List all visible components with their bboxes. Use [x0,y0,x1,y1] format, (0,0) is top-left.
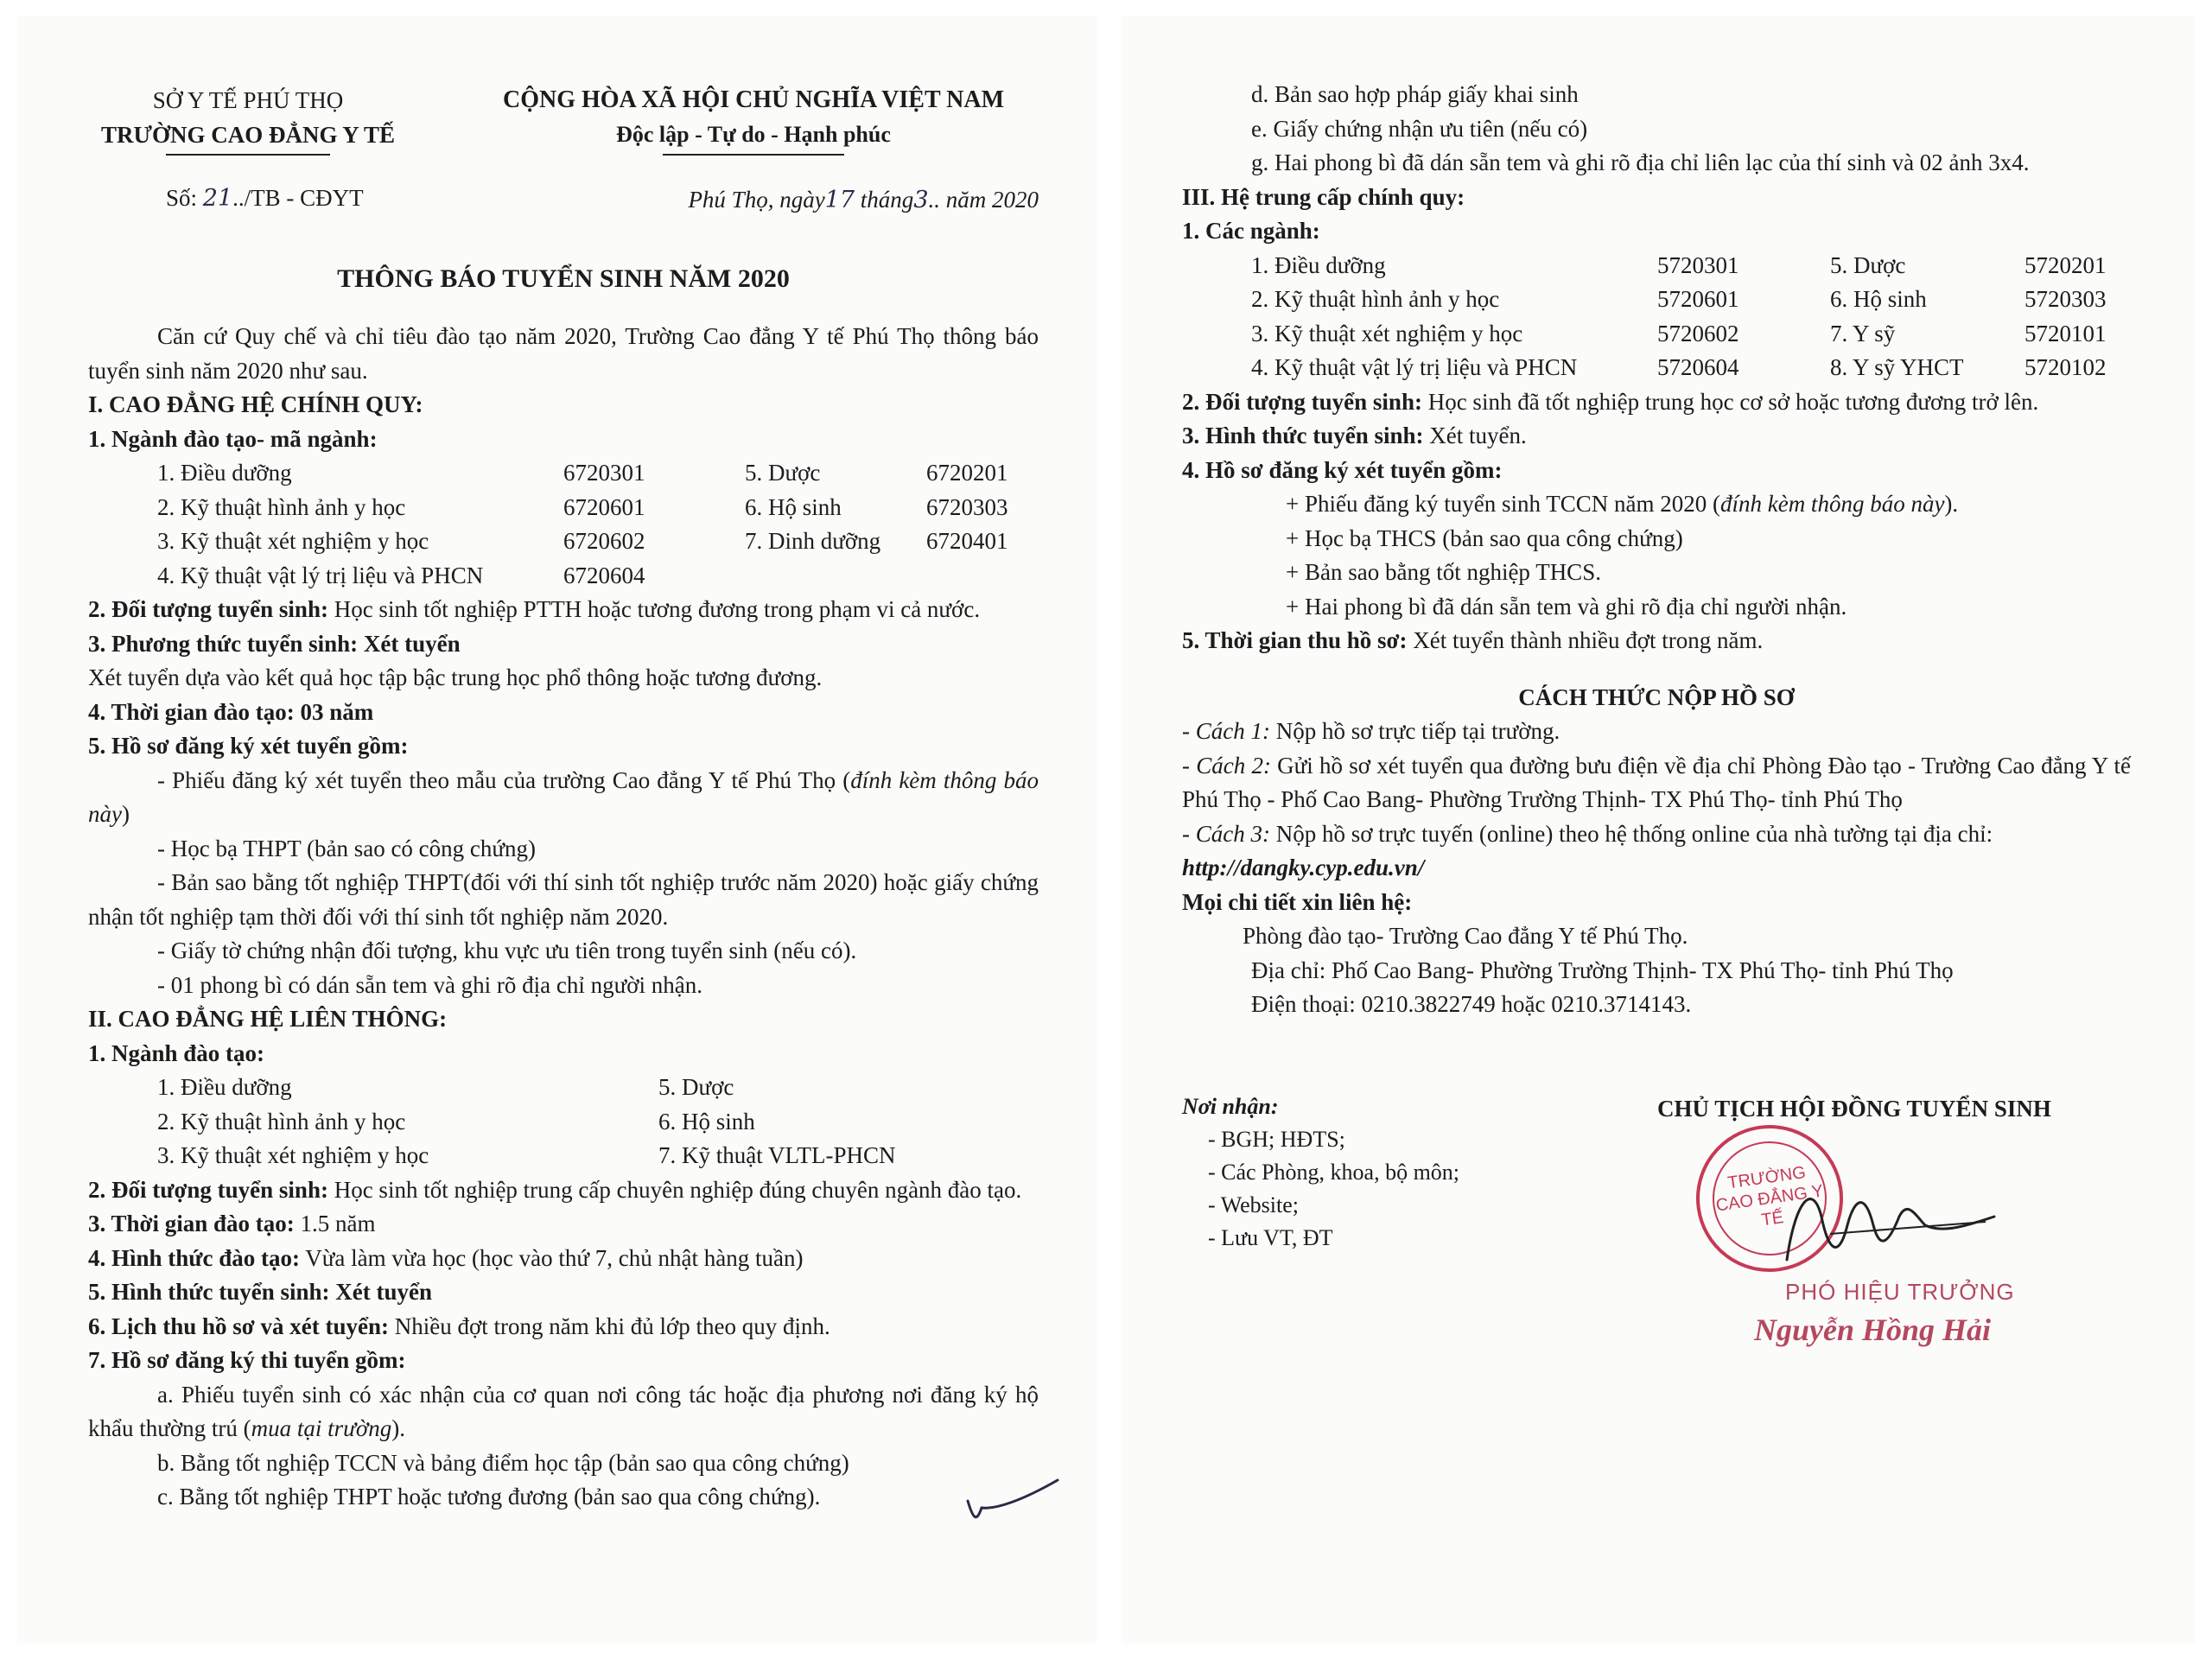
date-month-label: tháng [855,187,914,213]
method-label: - Cách 1: [1182,718,1270,744]
major-name: 6. Hộ sinh [658,1108,755,1135]
section-1-doc-1 [88,764,1039,832]
submission-method-3 [1182,817,2131,852]
date-day: 17 [824,187,855,213]
national-header [468,83,1039,156]
time-label: 5. Thời gian thu hồ sơ: [1182,627,1408,653]
section-3-doc-1 [1182,487,2131,522]
country-name: CỘNG HÒA XÃ HỘI CHỦ NGHĨA VIỆT NAM [502,86,1005,113]
date-month: 3 [913,187,929,213]
doc-text-end: ). [391,1415,406,1441]
major-name [745,559,926,594]
contact-office: Phòng đào tạo- Trường Cao đẳng Y tế Phú Thọ. [1243,923,1688,949]
target-label: 2. Đối tượng tuyển sinh: [88,596,328,622]
signature-scribble-icon [1778,1165,2003,1286]
document-header [88,83,1039,256]
section-3-heading: III. Hệ trung cấp chính quy: [1182,183,1465,210]
school-underline [166,154,330,156]
recipients-block [1182,1090,1459,1255]
method-label: - Cách 3: [1182,820,1270,847]
section-3-doc-4: + Hai phong bì đã dán sẵn tem và ghi rõ địa chỉ người nhận. [1286,593,1847,620]
contact-phone: Điện thoại: 0210.3822749 hoặc 0210.3714143. [1251,991,1692,1017]
national-motto: Độc lập - Tự do - Hạnh phúc [616,122,891,147]
doc-italic: mua tại trường [251,1415,392,1441]
number-handwritten: 21 [202,185,233,212]
section-1-doc-5: - 01 phong bì có dán sẵn tem và ghi rõ địa chỉ người nhận. [157,971,703,998]
major-code: 6720604 [563,562,645,588]
section-3-docs-heading: 4. Hồ sơ đăng ký xét tuyển gồm: [1182,456,1503,483]
major-name: 7. Kỹ thuật VLTL-PHCN [658,1142,896,1168]
section-2-doc-a [88,1378,1039,1446]
school-name: TRƯỜNG CAO ĐẲNG Y TẾ [100,122,396,148]
doc-text: + Phiếu đăng ký tuyển sinh TCCN năm 2020 ( [1286,491,1720,517]
time-text: Xét tuyển thành nhiều đợt trong năm. [1407,627,1764,653]
document-page-left [17,16,1097,1643]
major-name: 5. Dược [658,1074,734,1100]
recipient-item: - Lưu VT, ĐT [1208,1225,1333,1250]
section-3-majors-heading: 1. Các ngành: [1182,218,1320,244]
major-name: 6. Hộ sinh [745,493,842,520]
section-1-method-heading: 3. Phương thức tuyển sinh: Xét tuyển [88,630,461,657]
section-spacer [1182,658,2131,681]
doc-italic: đính kèm thông báo này [88,766,1039,827]
duration-text: 1.5 năm [294,1211,376,1236]
form-text: Xét tuyển. [1423,423,1527,448]
major-name: 4. Kỹ thuật vật lý trị liệu và PHCN [1251,354,1578,380]
section-2-doc-b: b. Bằng tốt nghiệp TCCN và bảng điểm học tập (bản sao qua công chứng) [157,1449,849,1476]
major-code: 5720301 [1657,251,1739,278]
recipient-item: - Website; [1208,1192,1300,1217]
submission-heading: CÁCH THỨC NỘP HỒ SƠ [1518,683,1795,710]
submission-method-2 [1182,749,2131,817]
document-number [166,185,364,212]
major-name: 2. Kỹ thuật hình ảnh y học [157,493,406,520]
stamp-text: TRƯỜNG CAO ĐẲNG Y TẾ [1705,1134,1834,1262]
doc-text: a. Phiếu tuyển sinh có xác nhận của cơ quan nơi công tác hoặc địa phương nơi đăng ký hộ khẩu thường trú ( [88,1381,1039,1441]
major-code: 5720604 [1657,354,1739,380]
number-prefix: Số: [166,185,203,211]
major-code: 5720102 [2024,354,2107,380]
continued-doc-g: g. Hai phong bì đã dán sẵn tem và ghi rõ địa chỉ liên lạc của thí sinh và 02 ảnh 3x4. [1251,149,2030,175]
major-name: 5. Dược [745,460,821,486]
major-code: 6720602 [563,528,645,554]
major-code: 5720601 [1657,286,1739,312]
section-3-doc-3: + Bản sao bằng tốt nghiệp THCS. [1286,559,1601,585]
submission-method-1 [1182,715,2131,749]
major-code: 5720101 [2024,320,2107,346]
signature-title: CHỦ TỊCH HỘI ĐỒNG TUYỂN SINH [1657,1096,2051,1122]
major-code: 5720201 [2024,251,2107,278]
schedule-label: 6. Lịch thu hồ sơ và xét tuyển: [88,1313,389,1339]
signer-role: PHÓ HIỆU TRƯỞNG [1785,1279,2015,1305]
section-1-method-text: Xét tuyển dựa vào kết quả học tập bậc trung học phổ thông hoặc tương đương. [88,664,823,690]
document-page-right [1122,16,2195,1643]
method-text: Nộp hồ sơ trực tuyến (online) theo hệ thống online của nhà tường tại địa chỉ: [1269,820,1993,847]
registration-url: http://dangky.cyp.edu.vn/ [1182,855,1425,880]
number-suffix: ../TB - CĐYT [232,185,364,211]
section-2-majors-grid [88,1071,1039,1173]
target-text: Học sinh đã tốt nghiệp trung học cơ sở hoặc tương đương trở lên. [1421,388,2039,415]
contact-heading: Mọi chi tiết xin liên hệ: [1182,888,1413,915]
major-name: 5. Dược [1830,251,1906,278]
method-text: Gửi hồ sơ xét tuyển qua đường bưu điện về địa chỉ Phòng Đào tạo - Trường Cao đẳng Y tế Phú Thọ - Phố Cao Bang- Phường Trường Thịnh- TX Phú Thọ- tỉnh Phú Thọ [1182,752,2131,812]
section-2-duration [88,1207,1039,1242]
target-text: Học sinh tốt nghiệp trung cấp chuyên nghiệp đúng chuyên ngành đào tạo. [327,1176,1022,1203]
major-name: 4. Kỹ thuật vật lý trị liệu và PHCN [157,562,484,588]
section-3-time [1182,624,2131,658]
section-2-docs-heading: 7. Hồ sơ đăng ký thi tuyển gồm: [88,1347,406,1373]
major-name: 6. Hộ sinh [1830,286,1927,312]
major-code: 6720401 [926,528,1008,554]
section-3-target [1182,385,2131,420]
target-label: 2. Đối tượng tuyển sinh: [88,1176,328,1203]
major-code [926,559,1099,594]
section-2-target [88,1173,1039,1208]
section-1-doc-3: - Bản sao bằng tốt nghiệp THPT(đối với thí sinh tốt nghiệp trước năm 2020) hoặc giấy chứng nhận tốt nghiệp tạm thời đối với thí sinh tốt nghiệp năm 2020. [88,869,1039,930]
section-1-majors-grid [88,456,1039,593]
motto-underline [663,154,844,156]
section-1-majors-heading: 1. Ngành đào tạo- mã ngành: [88,425,378,452]
major-name: 2. Kỹ thuật hình ảnh y học [1251,286,1500,312]
section-1-duration: 4. Thời gian đào tạo: 03 năm [88,698,374,725]
form-text: Vừa làm vừa học (học vào thứ 7, chủ nhật hàng tuần) [299,1244,804,1271]
section-2-form [88,1242,1039,1276]
doc-text-end: ). [1944,491,1959,517]
section-1-doc-4: - Giấy tờ chứng nhận đối tượng, khu vực ưu tiên trong tuyển sinh (nếu có). [157,938,857,963]
doc-italic: đính kèm thông báo này [1719,491,1945,517]
section-1-heading: I. CAO ĐẲNG HỆ CHÍNH QUY: [88,391,423,417]
section-1-docs-heading: 5. Hồ sơ đăng ký xét tuyển gồm: [88,733,409,759]
signer-name: Nguyễn Hồng Hải [1754,1313,1992,1347]
section-3-form [1182,419,2131,454]
major-name: 3. Kỹ thuật xét nghiệm y học [157,1142,429,1168]
recipients-heading: Nơi nhận: [1182,1094,1279,1119]
recipient-item: - Các Phòng, khoa, bộ môn; [1208,1160,1460,1185]
major-name: 7. Y sỹ [1830,320,1896,346]
major-code: 6720601 [563,493,645,520]
initials-mark-icon [961,1475,1065,1527]
section-1-doc-2: - Học bạ THPT (bản sao có công chứng) [157,835,537,861]
section-3-majors-grid [1182,249,2131,385]
major-name: 7. Dinh dưỡng [745,528,881,554]
major-name: 3. Kỹ thuật xét nghiệm y học [1251,320,1523,346]
method-label: - Cách 2: [1182,752,1271,779]
doc-text: - Phiếu đăng ký xét tuyển theo mẫu của trường Cao đẳng Y tế Phú Thọ ( [157,766,851,793]
section-2-method: 5. Hình thức tuyển sinh: Xét tuyển [88,1279,432,1305]
date-year: .. năm 2020 [928,187,1039,213]
recipient-item: - BGH; HĐTS; [1208,1127,1345,1152]
document-title: THÔNG BÁO TUYỂN SINH NĂM 2020 [337,264,790,293]
section-2-doc-c [88,1480,1039,1515]
section-2-heading: II. CAO ĐẲNG HỆ LIÊN THÔNG: [88,1006,448,1032]
major-name: 1. Điều dưỡng [157,460,292,486]
continued-doc-d: d. Bản sao hợp pháp giấy khai sinh [1251,81,1579,107]
intro-paragraph: Căn cứ Quy chế và chỉ tiêu đào tạo năm 2020, Trường Cao đẳng Y tế Phú Thọ thông báo tuyển sinh năm 2020 như sau. [88,323,1039,384]
major-code: 5720303 [2024,286,2107,312]
major-name: 8. Y sỹ YHCT [1830,354,1964,380]
form-label: 3. Hình thức tuyển sinh: [1182,423,1424,448]
major-code: 6720201 [926,460,1008,486]
method-text: Nộp hồ sơ trực tiếp tại trường. [1269,718,1560,744]
target-label: 2. Đối tượng tuyển sinh: [1182,388,1422,415]
section-3-doc-2: + Học bạ THCS (bản sao qua công chứng) [1286,524,1683,551]
section-1-target [88,593,1039,627]
major-name: 3. Kỹ thuật xét nghiệm y học [157,528,429,554]
form-label: 4. Hình thức đào tạo: [88,1244,300,1271]
doc-text: c. Bằng tốt nghiệp THPT hoặc tương đương (bản sao qua công chứng). [157,1484,821,1510]
duration-label: 3. Thời gian đào tạo: [88,1211,295,1236]
issuer-block [88,83,408,156]
continued-doc-e: e. Giấy chứng nhận ưu tiên (nếu có) [1251,115,1588,142]
contact-address: Địa chỉ: Phố Cao Bang- Phường Trường Thịnh- TX Phú Thọ- tỉnh Phú Thọ [1251,957,1954,983]
target-text: Học sinh tốt nghiệp PTTH hoặc tương đương trong phạm vi cả nước. [327,596,981,622]
doc-text-end: ) [121,801,130,827]
major-code: 6720301 [563,460,645,486]
agency-name: SỞ Y TẾ PHÚ THỌ [152,87,344,113]
section-2-majors-heading: 1. Ngành đào tạo: [88,1039,265,1066]
major-name: 2. Kỹ thuật hình ảnh y học [157,1108,406,1135]
schedule-text: Nhiều đợt trong năm khi đủ lớp theo quy định. [388,1313,830,1339]
major-name: 1. Điều dưỡng [157,1074,292,1100]
section-2-schedule [88,1310,1039,1344]
major-name: 1. Điều dưỡng [1251,251,1386,278]
document-date [688,187,1039,213]
date-place: Phú Thọ, ngày [688,187,825,213]
major-code: 5720602 [1657,320,1739,346]
major-code: 6720303 [926,493,1008,520]
